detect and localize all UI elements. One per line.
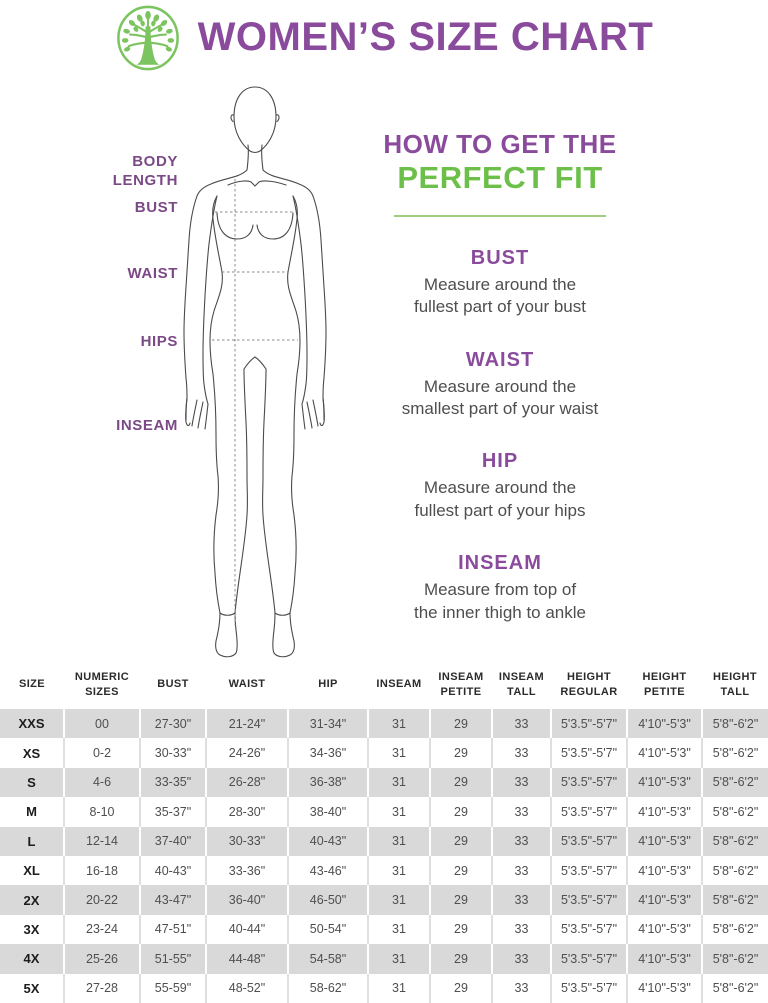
table-cell: 29 bbox=[430, 738, 492, 767]
table-cell: 5'3.5"-5'7" bbox=[551, 974, 627, 1003]
fit-guide-heading-line2: PERFECT FIT bbox=[397, 159, 603, 195]
table-cell: 31-34" bbox=[288, 709, 368, 738]
table-cell: 33-35" bbox=[140, 768, 206, 797]
section-title: BUST bbox=[470, 246, 530, 269]
size-cell: XS bbox=[0, 738, 64, 767]
size-cell: 2X bbox=[0, 885, 64, 914]
table-cell: 31 bbox=[368, 709, 430, 738]
table-row bbox=[0, 797, 768, 826]
page-title: WOMEN’S SIZE CHART bbox=[197, 14, 654, 59]
fit-guide bbox=[380, 130, 620, 624]
table-cell: 43-47" bbox=[140, 885, 206, 914]
table-cell: 5'3.5"-5'7" bbox=[551, 827, 627, 856]
table-body bbox=[0, 709, 768, 1003]
table-cell: 5'8"-6'2" bbox=[712, 863, 759, 878]
column-header: HEIGHT TALL bbox=[713, 670, 757, 698]
table-cell: 29 bbox=[430, 885, 492, 914]
table-cell: 5'8"-6'2" bbox=[702, 768, 768, 797]
table-cell: 5'3.5"-5'7" bbox=[551, 944, 627, 973]
figure-label-body-length: BODY LENGTH bbox=[112, 153, 178, 189]
size-cell: S bbox=[0, 768, 64, 797]
figure-label-bust: BUST bbox=[134, 199, 178, 216]
section-text-line: Measure around the bbox=[423, 274, 577, 294]
section-text bbox=[380, 579, 620, 624]
table-cell: 28-30" bbox=[206, 797, 288, 826]
column-header: HEIGHT PETITE bbox=[642, 670, 687, 698]
section-text-line: fullest part of your bust bbox=[414, 297, 586, 317]
page-header bbox=[0, 0, 768, 74]
table-cell: 40-43" bbox=[140, 856, 206, 885]
table-cell: 4'10"-5'3" bbox=[627, 885, 702, 914]
table-cell: 29 bbox=[430, 768, 492, 797]
table-cell: 00 bbox=[64, 709, 140, 738]
table-cell: 50-54" bbox=[288, 915, 368, 944]
table-cell: 33 bbox=[492, 827, 551, 856]
table-cell: 29 bbox=[430, 915, 492, 944]
fit-guide-section-waist bbox=[380, 349, 620, 421]
table-cell: 33 bbox=[492, 974, 551, 1003]
figure-label-hips: HIPS bbox=[140, 333, 178, 350]
section-title: WAIST bbox=[465, 348, 535, 371]
table-cell: 25-26 bbox=[64, 944, 140, 973]
section-text-line: Measure around the bbox=[423, 478, 577, 498]
table-cell: 54-58" bbox=[288, 944, 368, 973]
figure-label-inseam: INSEAM bbox=[116, 417, 178, 434]
table-cell: 44-48" bbox=[206, 944, 288, 973]
table-cell: 5'8"-6'2" bbox=[702, 709, 768, 738]
table-cell: 31 bbox=[368, 738, 430, 767]
table-cell: 33-36" bbox=[206, 856, 288, 885]
table-row bbox=[0, 856, 768, 885]
header-row bbox=[0, 660, 768, 709]
table-cell: 4'10"-5'3" bbox=[627, 738, 702, 767]
table-cell: 29 bbox=[430, 709, 492, 738]
column-header: NUMERIC SIZES bbox=[74, 670, 130, 698]
tree-logo-icon bbox=[115, 5, 181, 71]
column-header: WAIST bbox=[228, 678, 266, 691]
table-cell: 31 bbox=[368, 856, 430, 885]
column-header: INSEAM bbox=[376, 678, 422, 691]
table-cell: 29 bbox=[430, 797, 492, 826]
table-cell: 0-2 bbox=[64, 738, 140, 767]
table-cell: 5'8"-6'2" bbox=[712, 804, 759, 819]
section-text bbox=[380, 274, 620, 319]
fit-guide-section-hip bbox=[380, 450, 620, 522]
section-text bbox=[380, 477, 620, 522]
table-cell: 33 bbox=[492, 709, 551, 738]
section-text-line: the inner thigh to ankle bbox=[413, 602, 586, 622]
size-cell: 4X bbox=[0, 944, 64, 973]
table-cell: 4'10"-5'3" bbox=[627, 768, 702, 797]
table-cell: 33 bbox=[492, 856, 551, 885]
table-cell: 29 bbox=[430, 974, 492, 1003]
table-cell: 29 bbox=[430, 827, 492, 856]
table-cell: 4'10"-5'3" bbox=[627, 797, 702, 826]
figure-label-waist: WAIST bbox=[127, 265, 178, 282]
column-header: INSEAM TALL bbox=[498, 670, 545, 698]
table-cell: 16-18 bbox=[64, 856, 140, 885]
table-cell: 4-6 bbox=[64, 768, 140, 797]
table-cell: 5'8"-6'2" bbox=[712, 922, 759, 937]
table-cell: 5'3.5"-5'7" bbox=[551, 885, 627, 914]
table-cell: 34-36" bbox=[288, 738, 368, 767]
table-cell: 31 bbox=[368, 827, 430, 856]
section-title: HIP bbox=[481, 450, 519, 473]
table-cell: 36-40" bbox=[206, 885, 288, 914]
table-cell: 4'10"-5'3" bbox=[627, 827, 702, 856]
table-row bbox=[0, 738, 768, 767]
table-cell: 58-62" bbox=[288, 974, 368, 1003]
table-cell: 40-44" bbox=[206, 915, 288, 944]
size-cell: 5X bbox=[0, 974, 64, 1003]
fit-guide-heading-line1: HOW TO GET THE bbox=[383, 129, 617, 159]
table-cell: 24-26" bbox=[206, 738, 288, 767]
table-cell: 33 bbox=[492, 768, 551, 797]
size-cell: XL bbox=[0, 856, 64, 885]
table-cell: 33 bbox=[492, 797, 551, 826]
table-cell: 38-40" bbox=[288, 797, 368, 826]
fit-guide-section-bust bbox=[380, 247, 620, 319]
table-cell: 29 bbox=[430, 856, 492, 885]
table-cell: 33 bbox=[492, 944, 551, 973]
table-cell: 29 bbox=[430, 944, 492, 973]
table-cell: 31 bbox=[368, 885, 430, 914]
table-cell: 46-50" bbox=[288, 885, 368, 914]
section-text bbox=[380, 376, 620, 421]
table-cell: 5'3.5"-5'7" bbox=[551, 738, 627, 767]
table-cell: 5'3.5"-5'7" bbox=[551, 915, 627, 944]
column-header: BUST bbox=[157, 678, 189, 691]
table-cell: 5'3.5"-5'7" bbox=[551, 797, 627, 826]
table-cell: 35-37" bbox=[140, 797, 206, 826]
table-cell: 33 bbox=[492, 885, 551, 914]
column-header: SIZE bbox=[18, 678, 46, 691]
table-cell: 33 bbox=[492, 738, 551, 767]
table-row bbox=[0, 768, 768, 797]
table-cell: 47-51" bbox=[140, 915, 206, 944]
table-cell: 5'8"-6'2" bbox=[712, 981, 759, 996]
table-row bbox=[0, 885, 768, 914]
size-cell: XXS bbox=[0, 709, 64, 738]
table-row bbox=[0, 974, 768, 1003]
table-cell: 20-22 bbox=[64, 885, 140, 914]
section-text-line: smallest part of your waist bbox=[401, 399, 599, 418]
fit-guide-section-inseam bbox=[380, 552, 620, 624]
section-text-line: Measure around the bbox=[423, 376, 577, 396]
table-cell: 4'10"-5'3" bbox=[627, 944, 702, 973]
table-cell: 31 bbox=[368, 944, 430, 973]
table-cell: 12-14 bbox=[64, 827, 140, 856]
table-row bbox=[0, 915, 768, 944]
table-cell: 48-52" bbox=[206, 974, 288, 1003]
table-cell: 40-43" bbox=[288, 827, 368, 856]
section-text-line: Measure from top of bbox=[423, 580, 577, 600]
table-row bbox=[0, 827, 768, 856]
table-cell: 37-40" bbox=[140, 827, 206, 856]
table-cell: 5'3.5"-5'7" bbox=[551, 709, 627, 738]
section-text-line: fullest part of your hips bbox=[414, 500, 586, 520]
table-cell: 27-30" bbox=[140, 709, 206, 738]
table-cell: 5'3.5"-5'7" bbox=[551, 768, 627, 797]
green-divider bbox=[394, 215, 606, 217]
column-header: HIP bbox=[318, 678, 338, 691]
table-cell: 4'10"-5'3" bbox=[627, 915, 702, 944]
size-table bbox=[0, 660, 768, 1003]
size-cell: M bbox=[0, 797, 64, 826]
column-header: INSEAM PETITE bbox=[438, 670, 484, 698]
table-cell: 5'3.5"-5'7" bbox=[551, 856, 627, 885]
table-cell: 30-33" bbox=[206, 827, 288, 856]
table-cell: 4'10"-5'3" bbox=[627, 974, 702, 1003]
table-cell: 23-24 bbox=[64, 915, 140, 944]
table-cell: 31 bbox=[368, 797, 430, 826]
table-row bbox=[0, 944, 768, 973]
table-cell: 43-46" bbox=[288, 856, 368, 885]
table-cell: 31 bbox=[368, 768, 430, 797]
size-table-container bbox=[0, 660, 768, 1003]
table-cell: 27-28 bbox=[64, 974, 140, 1003]
table-row bbox=[0, 709, 768, 738]
table-cell: 5'8"-6'2" bbox=[702, 827, 768, 856]
table-cell: 8-10 bbox=[64, 797, 140, 826]
section-title: INSEAM bbox=[458, 552, 542, 575]
table-cell: 31 bbox=[368, 974, 430, 1003]
column-header: HEIGHT REGULAR bbox=[560, 670, 618, 698]
table-cell: 4'10"-5'3" bbox=[627, 709, 702, 738]
table-cell: 5'8"-6'2" bbox=[702, 944, 768, 973]
table-cell: 4'10"-5'3" bbox=[627, 856, 702, 885]
table-cell: 30-33" bbox=[140, 738, 206, 767]
table-cell: 36-38" bbox=[288, 768, 368, 797]
table-cell: 55-59" bbox=[140, 974, 206, 1003]
table-cell: 21-24" bbox=[206, 709, 288, 738]
table-header bbox=[0, 660, 768, 709]
table-cell: 51-55" bbox=[140, 944, 206, 973]
size-cell: 3X bbox=[0, 915, 64, 944]
table-cell: 5'8"-6'2" bbox=[712, 746, 759, 761]
table-cell: 5'8"-6'2" bbox=[702, 885, 768, 914]
size-cell: L bbox=[0, 827, 64, 856]
table-cell: 33 bbox=[492, 915, 551, 944]
table-cell: 31 bbox=[368, 915, 430, 944]
table-cell: 26-28" bbox=[206, 768, 288, 797]
